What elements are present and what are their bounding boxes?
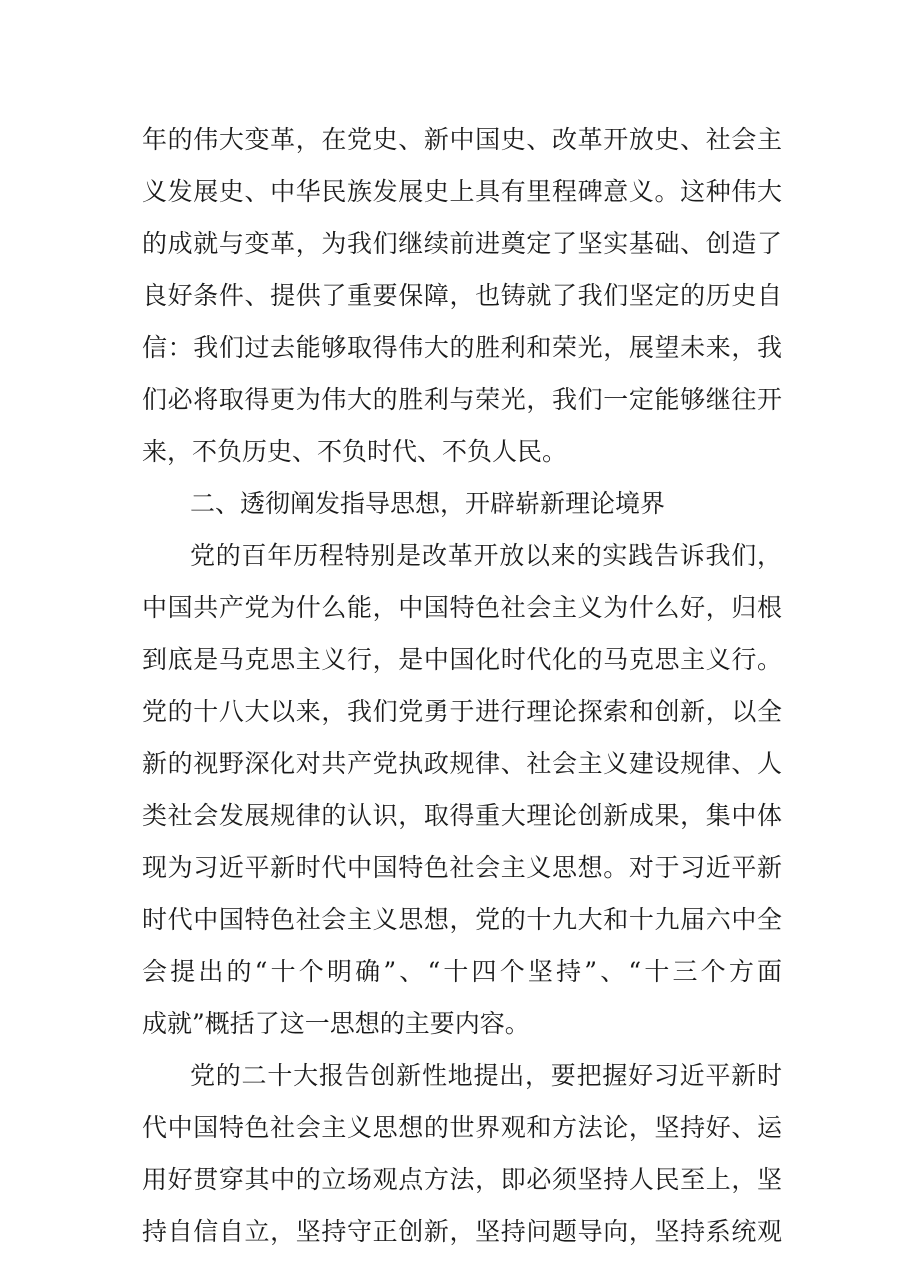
text-line: 年的伟大变革，在党史、新中国史、改革开放史、社会主 [142,125,782,154]
text-line: 义发展史、中华民族发展史上具有里程碑意义。这种伟大 [142,177,782,206]
text-line: 的成就与变革，为我们继续前进奠定了坚实基础、创造了 [142,229,782,258]
text-line: 新的视野深化对共产党执政规律、社会主义建设规律、人 [142,749,782,778]
text-line: 成就”概括了这一思想的主要内容。 [142,1009,530,1038]
text-line: 信：我们过去能够取得伟大的胜利和荣光，展望未来，我 [142,333,782,362]
text-line: 到底是马克思主义行，是中国化时代化的马克思主义行。 [142,645,782,674]
text-line: 持自信自立，坚持守正创新，坚持问题导向，坚持系统观 [142,1217,782,1246]
text-line: 党的二十大报告创新性地提出，要把握好习近平新时 [190,1061,782,1090]
text-line: 来，不负历史、不负时代、不负人民。 [142,437,568,466]
text-line: 党的十八大以来，我们党勇于进行理论探索和创新，以全 [142,697,782,726]
text-line: 会提出的“十个明确”、“十四个坚持”、“十三个方面 [142,957,782,986]
text-line: 类社会发展规律的认识，取得重大理论创新成果，集中体 [142,801,782,830]
text-line: 们必将取得更为伟大的胜利与荣光，我们一定能够继往开 [142,385,782,414]
text-line: 党的百年历程特别是改革开放以来的实践告诉我们， [190,541,782,570]
section-heading: 二、透彻阐发指导思想，开辟崭新理论境界 [190,489,666,518]
text-line: 时代中国特色社会主义思想，党的十九大和十九届六中全 [142,905,782,934]
text-line: 良好条件、提供了重要保障，也铸就了我们坚定的历史自 [142,281,782,310]
text-line: 中国共产党为什么能，中国特色社会主义为什么好，归根 [142,593,782,622]
text-line: 用好贯穿其中的立场观点方法，即必须坚持人民至上，坚 [142,1165,782,1194]
text-line: 现为习近平新时代中国特色社会主义思想。对于习近平新 [142,853,782,882]
text-line: 代中国特色社会主义思想的世界观和方法论，坚持好、运 [142,1113,782,1142]
